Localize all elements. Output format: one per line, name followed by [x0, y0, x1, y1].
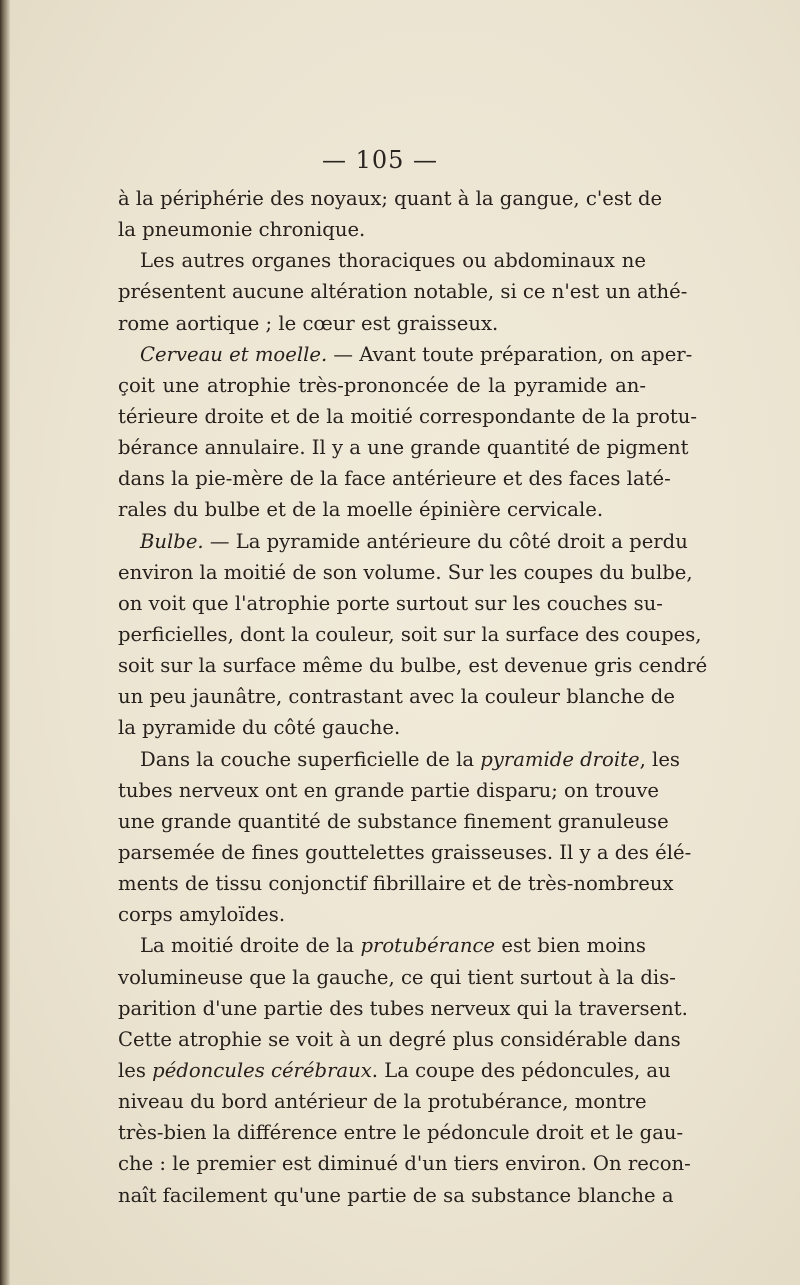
text-line: un peu jaunâtre, contrastant avec la couleur blanche de [118, 685, 675, 709]
text-line: parsemée de fines gouttelettes graisseuses. Il y a des élé- [118, 840, 692, 864]
text-line: térieure droite et de la moitié correspondante de la protu- [118, 404, 698, 428]
text-line: naît facilement qu'une partie de sa substance blanche a [118, 1183, 674, 1207]
section-heading: Bulbe. [140, 529, 204, 553]
text-line: La moitié droite de la protubérance est bien moins [140, 934, 646, 958]
text-line: soit sur la surface même du bulbe, est devenue gris cendré [118, 654, 708, 678]
text-line: à la périphérie des noyaux; quant à la gangue, c'est de [118, 187, 663, 210]
page-number: — 105 — [321, 146, 439, 174]
text-line: les pédoncules cérébraux. La coupe des pédoncules, au [118, 1058, 671, 1082]
text-line: Dans la couche superficielle de la pyramide droite, les [140, 747, 680, 771]
text-line: environ la moitié de son volume. Sur les coupes du bulbe, [118, 560, 693, 584]
italic-term: pyramide droite [480, 747, 640, 771]
italic-term: protubérance [360, 934, 496, 958]
text-line: niveau du bord antérieur de la protubérance, montre [118, 1090, 647, 1114]
text-line: çoit une atrophie très-prononcée de la pyramide an- [118, 373, 646, 397]
text-line: présentent aucune altération notable, si ce n'est un athé- [118, 280, 688, 304]
text-line: ments de tissu conjonctif fibrillaire et de très-nombreux [118, 872, 674, 896]
text-line: on voit que l'atrophie porte surtout sur les couches su- [118, 591, 663, 615]
text-line: très-bien la différence entre le pédoncule droit et le gau- [118, 1121, 684, 1145]
book-spine-shadow [0, 0, 10, 1285]
text-line: volumineuse que la gauche, ce qui tient surtout à la dis- [118, 965, 676, 989]
text-line: bérance annulaire. Il y a une grande quantité de pigment [118, 436, 689, 460]
text-line: che : le premier est diminué d'un tiers environ. On recon- [118, 1152, 691, 1176]
text-line: la pneumonie chronique. [118, 218, 366, 242]
text-line: Bulbe. — La pyramide antérieure du côté droit a perdu [140, 529, 688, 553]
body-text [118, 183, 708, 1211]
section-heading: Cerveau et moelle. [140, 342, 328, 366]
text-line: une grande quantité de substance finement granuleuse [118, 809, 669, 833]
text-line: corps amyloïdes. [118, 903, 286, 927]
text-line: rome aortique ; le cœur est graisseux. [118, 311, 499, 335]
text-line: parition d'une partie des tubes nerveux qui la traversent. [118, 996, 688, 1020]
text-line: dans la pie-mère de la face antérieure et des faces laté- [118, 467, 671, 491]
text-line: rales du bulbe et de la moelle épinière cervicale. [118, 498, 604, 522]
text-line: la pyramide du côté gauche. [118, 716, 401, 740]
text-line: tubes nerveux ont en grande partie disparu; on trouve [118, 778, 660, 802]
text-line: Les autres organes thoraciques ou abdominaux ne [140, 249, 646, 273]
text-line: Cerveau et moelle. — Avant toute préparation, on aper- [140, 342, 693, 366]
text-line: Cette atrophie se voit à un degré plus considérable dans [118, 1027, 681, 1051]
text-line: perficielles, dont la couleur, soit sur la surface des coupes, [118, 622, 702, 646]
italic-term: pédoncules cérébraux [152, 1058, 372, 1082]
